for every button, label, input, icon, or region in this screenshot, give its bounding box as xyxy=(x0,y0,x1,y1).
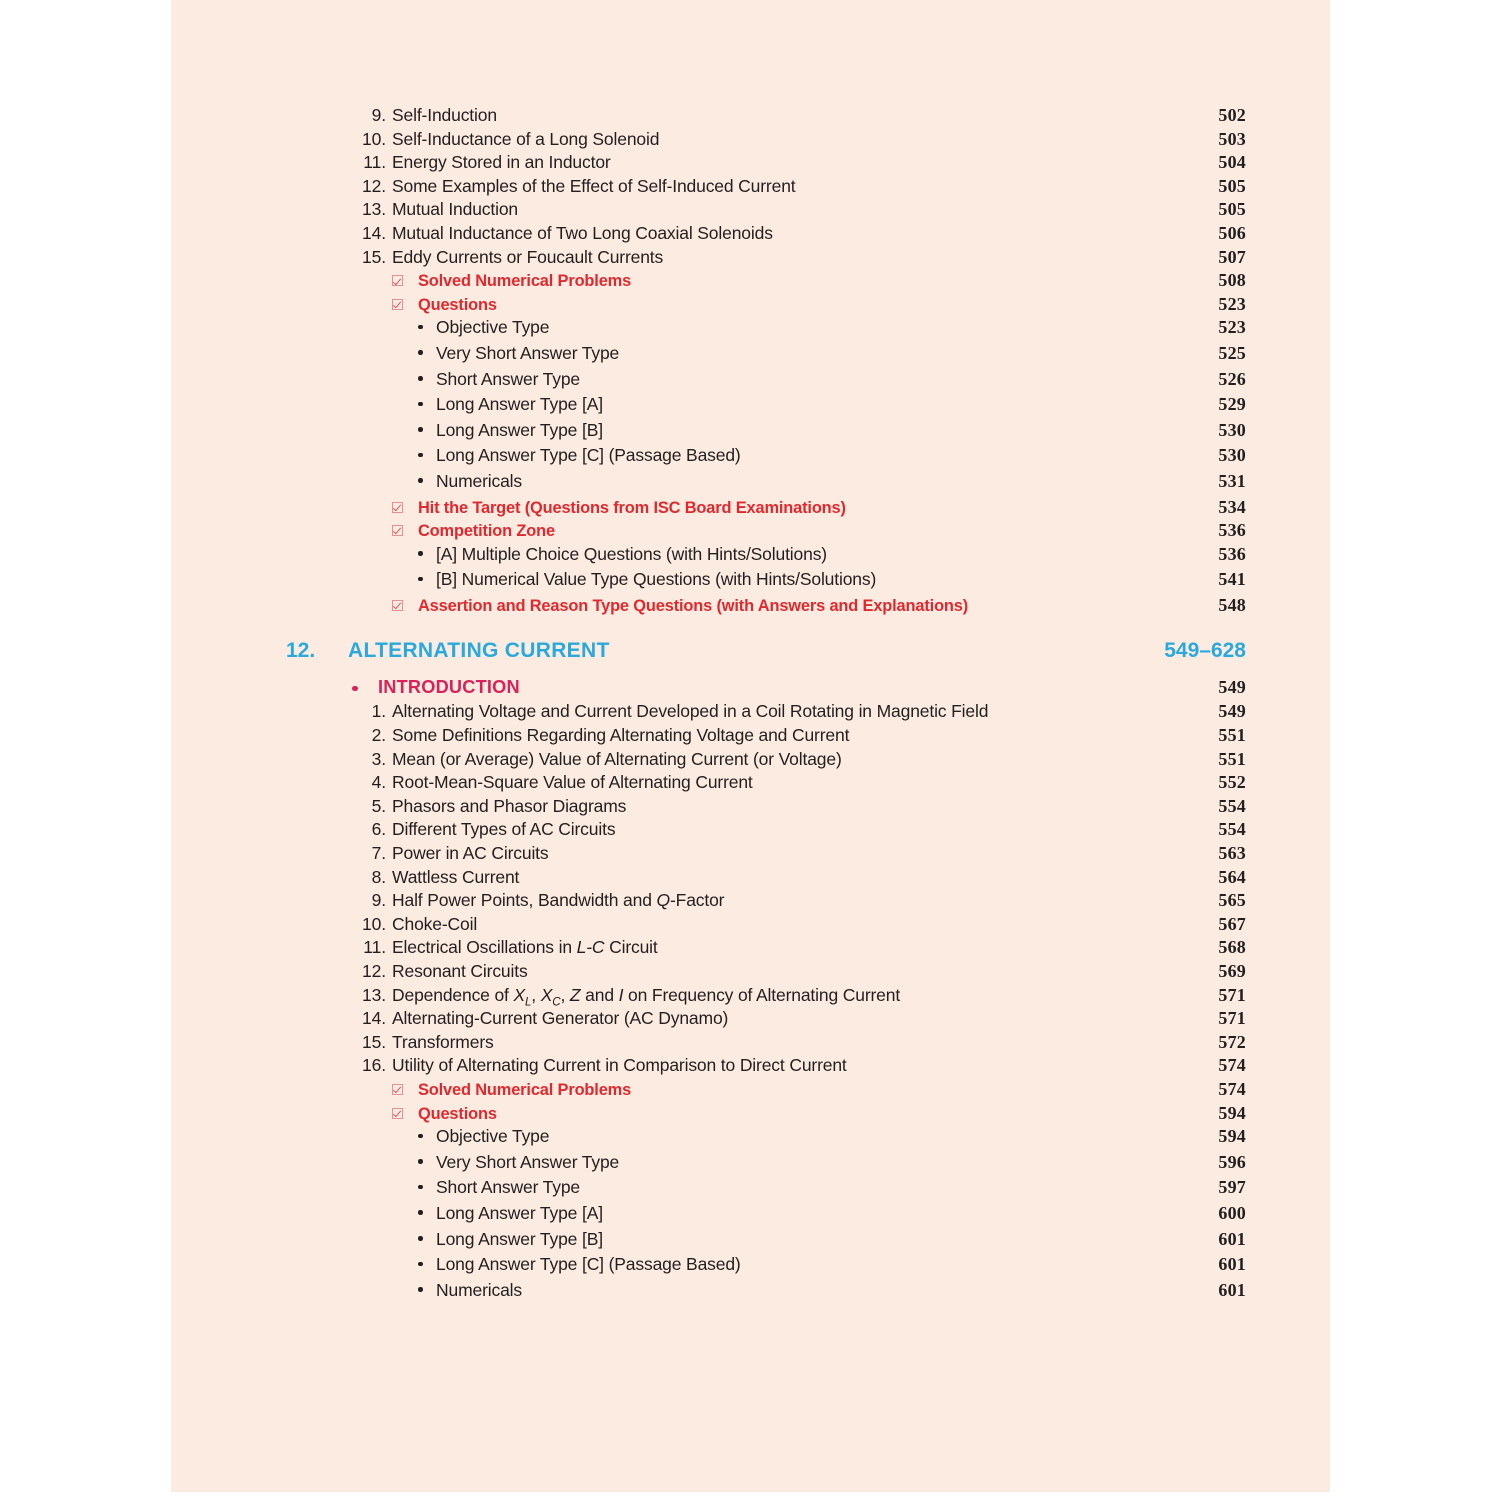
sub-entry-label: Long Answer Type [C] (Passage Based) xyxy=(436,445,741,466)
section-label: Transformers xyxy=(392,1031,494,1052)
section-label: Self-Inductance of a Long Solenoid xyxy=(392,128,660,149)
page-number: 508 xyxy=(1218,270,1246,291)
section-label: Eddy Currents or Foucault Currents xyxy=(392,246,664,267)
checked-box-icon xyxy=(392,525,418,536)
section-label: Phasors and Phasor Diagrams xyxy=(392,795,627,816)
bullet-dot-icon xyxy=(418,320,436,338)
section-number: 16. xyxy=(361,1055,386,1076)
section-entry-row xyxy=(286,701,1246,725)
feature-entry-row xyxy=(286,294,1246,318)
bullet-dot-icon xyxy=(418,1206,436,1224)
book-page-sheet xyxy=(171,0,1330,1492)
introduction-label: INTRODUCTION xyxy=(378,676,520,697)
page-number: 504 xyxy=(1218,152,1246,173)
section-number: 10. xyxy=(361,913,386,934)
page-number: 567 xyxy=(1218,913,1246,934)
section-label: Power in AC Circuits xyxy=(392,843,549,864)
section-number: 13. xyxy=(361,199,386,220)
section-entry-row xyxy=(286,1032,1246,1056)
sub-entry-label: [B] Numerical Value Type Questions (with Hints/Solutions) xyxy=(436,569,877,590)
section-label: Mutual Induction xyxy=(392,199,519,220)
sub-entry-label: Numericals xyxy=(436,470,523,491)
page-number: 505 xyxy=(1218,175,1246,196)
sub-entry-row xyxy=(286,1152,1246,1178)
page-number: 548 xyxy=(1218,594,1246,615)
section-label: Some Examples of the Effect of Self-Induced Current xyxy=(392,175,796,196)
section-number: 4. xyxy=(371,772,386,793)
sub-entry-label: Objective Type xyxy=(436,317,550,338)
page-number: 563 xyxy=(1218,843,1246,864)
sub-entry-row xyxy=(286,1280,1246,1306)
page-number: 503 xyxy=(1218,128,1246,149)
feature-label: Hit the Target (Questions from ISC Board Examinations) xyxy=(418,498,846,517)
sub-entry-row xyxy=(286,369,1246,395)
section-number: 11. xyxy=(363,152,386,173)
section-entry-row xyxy=(286,1008,1246,1032)
sub-entry-label: Long Answer Type [B] xyxy=(436,419,603,440)
bullet-dot-icon xyxy=(352,678,378,696)
page-number: 506 xyxy=(1218,222,1246,243)
feature-label: Competition Zone xyxy=(418,522,555,541)
section-number: 15. xyxy=(361,1031,386,1052)
sub-entry-row xyxy=(286,445,1246,471)
checked-box-icon xyxy=(392,299,418,310)
section-label: Different Types of AC Circuits xyxy=(392,819,616,840)
page-number: 525 xyxy=(1218,342,1246,363)
page-number: 569 xyxy=(1218,961,1246,981)
section-entry-row xyxy=(286,772,1246,796)
section-entry-row xyxy=(286,725,1246,749)
bullet-dot-icon xyxy=(418,448,436,466)
section-number: 1. xyxy=(371,701,386,722)
section-label: Electrical Oscillations in L-C Circuit xyxy=(392,937,658,958)
section-number: 12. xyxy=(361,961,386,981)
section-entry-row xyxy=(286,247,1246,271)
section-number: 10. xyxy=(361,128,386,149)
sub-entry-row xyxy=(286,1177,1246,1203)
section-label: Half Power Points, Bandwidth and Q-Factor xyxy=(392,890,725,911)
page-number: 529 xyxy=(1218,394,1246,415)
page-number: 571 xyxy=(1218,984,1246,1005)
sub-entry-row xyxy=(286,1254,1246,1280)
section-label: Dependence of $X_L$, $X_C$, Z and I on Frequency of Alternating Current xyxy=(392,984,901,1009)
page-number: 594 xyxy=(1218,1102,1246,1123)
page-number: 572 xyxy=(1218,1031,1246,1052)
page-number: 601 xyxy=(1218,1279,1246,1300)
section-label: Root-Mean-Square Value of Alternating Current xyxy=(392,772,753,793)
sub-entry-row xyxy=(286,343,1246,369)
section-label: Mutual Inductance of Two Long Coaxial Solenoids xyxy=(392,222,773,243)
page-number: 502 xyxy=(1218,105,1246,125)
feature-entry-row xyxy=(286,270,1246,294)
page-number: 541 xyxy=(1218,569,1246,590)
section-entry-row xyxy=(286,796,1246,820)
chapter-page-range: 549–628 xyxy=(1164,639,1246,663)
bullet-dot-icon xyxy=(418,1232,436,1250)
section-number: 13. xyxy=(361,984,386,1005)
table-of-contents xyxy=(286,105,1246,1305)
feature-entry-row xyxy=(286,595,1246,619)
section-entry-row xyxy=(286,749,1246,773)
page-number: 549 xyxy=(1218,701,1246,722)
page-number: 549 xyxy=(1218,676,1246,697)
section-number: 14. xyxy=(361,222,386,243)
page-number: 523 xyxy=(1218,293,1246,314)
section-entry-row xyxy=(286,843,1246,867)
page-number: 571 xyxy=(1218,1008,1246,1029)
sub-entry-row xyxy=(286,420,1246,446)
sub-entry-row xyxy=(286,471,1246,497)
section-entry-row xyxy=(286,914,1246,938)
sub-entry-label: Numericals xyxy=(436,1279,523,1300)
feature-entry-row xyxy=(286,497,1246,521)
feature-label: Questions xyxy=(418,295,497,314)
section-entry-row xyxy=(286,105,1246,129)
section-number: 6. xyxy=(371,819,386,840)
page-number: 554 xyxy=(1218,819,1246,840)
bullet-dot-icon xyxy=(418,1180,436,1198)
page-number: 601 xyxy=(1218,1228,1246,1249)
checked-box-icon xyxy=(392,275,418,286)
feature-entry-row xyxy=(286,1103,1246,1127)
section-entry-row xyxy=(286,937,1246,961)
page-number: 574 xyxy=(1218,1055,1246,1076)
bullet-dot-icon xyxy=(418,1257,436,1275)
sub-entry-label: Long Answer Type [A] xyxy=(436,1202,603,1223)
sub-entry-row xyxy=(286,317,1246,343)
bullet-dot-icon xyxy=(418,1283,436,1301)
sub-entry-label: Short Answer Type xyxy=(436,1177,581,1198)
sub-entry-label: Short Answer Type xyxy=(436,368,581,389)
section-label: Alternating-Current Generator (AC Dynamo) xyxy=(392,1008,729,1029)
section-label: Resonant Circuits xyxy=(392,961,528,981)
section-label: Some Definitions Regarding Alternating Voltage and Current xyxy=(392,725,850,746)
sub-entry-row xyxy=(286,1126,1246,1152)
section-number: 12. xyxy=(361,175,386,196)
bullet-dot-icon xyxy=(418,372,436,390)
section-entry-row xyxy=(286,1055,1246,1079)
page-number: 536 xyxy=(1218,520,1246,541)
sub-entry-label: Very Short Answer Type xyxy=(436,1151,620,1172)
feature-label: Solved Numerical Problems xyxy=(418,1080,632,1099)
bullet-dot-icon xyxy=(418,346,436,364)
chapter-title: ALTERNATING CURRENT xyxy=(348,639,610,663)
page-number: 594 xyxy=(1218,1126,1246,1147)
chapter-number: 12. xyxy=(286,639,316,663)
page-number: 554 xyxy=(1218,795,1246,816)
section-label: Alternating Voltage and Current Developed in a Coil Rotating in Magnetic Field xyxy=(392,701,989,722)
section-entry-row xyxy=(286,223,1246,247)
section-label: Self-Induction xyxy=(392,105,497,125)
page-number: 601 xyxy=(1218,1254,1246,1275)
page-number: 534 xyxy=(1218,496,1246,517)
sub-entry-row xyxy=(286,1229,1246,1255)
section-number: 8. xyxy=(371,866,386,887)
feature-label: Assertion and Reason Type Questions (with Answers and Explanations) xyxy=(418,596,969,615)
page-number: 564 xyxy=(1218,866,1246,887)
section-number: 15. xyxy=(361,246,386,267)
sub-entry-row xyxy=(286,1203,1246,1229)
sub-entry-label: Objective Type xyxy=(436,1126,550,1147)
sub-entry-label: [A] Multiple Choice Questions (with Hints/Solutions) xyxy=(436,543,827,564)
sub-entry-row xyxy=(286,569,1246,595)
section-label: Energy Stored in an Inductor xyxy=(392,152,611,173)
section-number: 2. xyxy=(371,725,386,746)
section-entry-row xyxy=(286,890,1246,914)
section-entry-row xyxy=(286,176,1246,200)
page-number: 596 xyxy=(1218,1151,1246,1172)
feature-entry-row xyxy=(286,520,1246,544)
feature-label: Solved Numerical Problems xyxy=(418,272,632,291)
checked-box-icon xyxy=(392,1108,418,1119)
section-number: 7. xyxy=(371,843,386,864)
section-label: Utility of Alternating Current in Comparison to Direct Current xyxy=(392,1055,847,1076)
section-entry-row xyxy=(286,819,1246,843)
sub-entry-label: Very Short Answer Type xyxy=(436,342,620,363)
section-label: Wattless Current xyxy=(392,866,520,887)
sub-entry-label: Long Answer Type [B] xyxy=(436,1228,603,1249)
bullet-dot-icon xyxy=(418,1155,436,1173)
section-number: 9. xyxy=(371,105,386,125)
bullet-dot-icon xyxy=(418,423,436,441)
page-number: 505 xyxy=(1218,199,1246,220)
section-entry-row xyxy=(286,129,1246,153)
bullet-dot-icon xyxy=(418,572,436,590)
section-entry-row xyxy=(286,199,1246,223)
checked-box-icon xyxy=(392,600,418,611)
page-number: 536 xyxy=(1218,543,1246,564)
bullet-dot-icon xyxy=(418,474,436,492)
page-number: 600 xyxy=(1218,1202,1246,1223)
introduction-row xyxy=(286,673,1246,701)
page-number: 565 xyxy=(1218,890,1246,911)
page-number: 597 xyxy=(1218,1177,1246,1198)
page-number: 552 xyxy=(1218,772,1246,793)
page-number: 568 xyxy=(1218,937,1246,958)
feature-label: Questions xyxy=(418,1104,497,1123)
page-number: 523 xyxy=(1218,317,1246,338)
section-label: Choke-Coil xyxy=(392,913,478,934)
section-number: 5. xyxy=(371,795,386,816)
sub-entry-label: Long Answer Type [A] xyxy=(436,394,603,415)
section-entry-row xyxy=(286,152,1246,176)
page-number: 530 xyxy=(1218,445,1246,466)
section-number: 11. xyxy=(363,937,386,958)
feature-entry-row xyxy=(286,1079,1246,1103)
sub-entry-row xyxy=(286,544,1246,570)
page-number: 526 xyxy=(1218,368,1246,389)
section-label: Mean (or Average) Value of Alternating Current (or Voltage) xyxy=(392,748,842,769)
section-entry-row xyxy=(286,961,1246,985)
bullet-dot-icon xyxy=(418,1129,436,1147)
page-number: 551 xyxy=(1218,748,1246,769)
page-number: 531 xyxy=(1218,470,1246,491)
bullet-dot-icon xyxy=(418,397,436,415)
page-number: 507 xyxy=(1218,246,1246,267)
section-number: 9. xyxy=(371,890,386,911)
chapter-heading-row xyxy=(286,629,1246,673)
page-number: 530 xyxy=(1218,419,1246,440)
checked-box-icon xyxy=(392,1084,418,1095)
bullet-dot-icon xyxy=(418,547,436,565)
sub-entry-label: Long Answer Type [C] (Passage Based) xyxy=(436,1254,741,1275)
section-number: 3. xyxy=(371,748,386,769)
section-entry-row xyxy=(286,985,1246,1009)
checked-box-icon xyxy=(392,502,418,513)
page-number: 574 xyxy=(1218,1078,1246,1099)
section-entry-row xyxy=(286,867,1246,891)
sub-entry-row xyxy=(286,394,1246,420)
page-number: 551 xyxy=(1218,725,1246,746)
section-number: 14. xyxy=(361,1008,386,1029)
